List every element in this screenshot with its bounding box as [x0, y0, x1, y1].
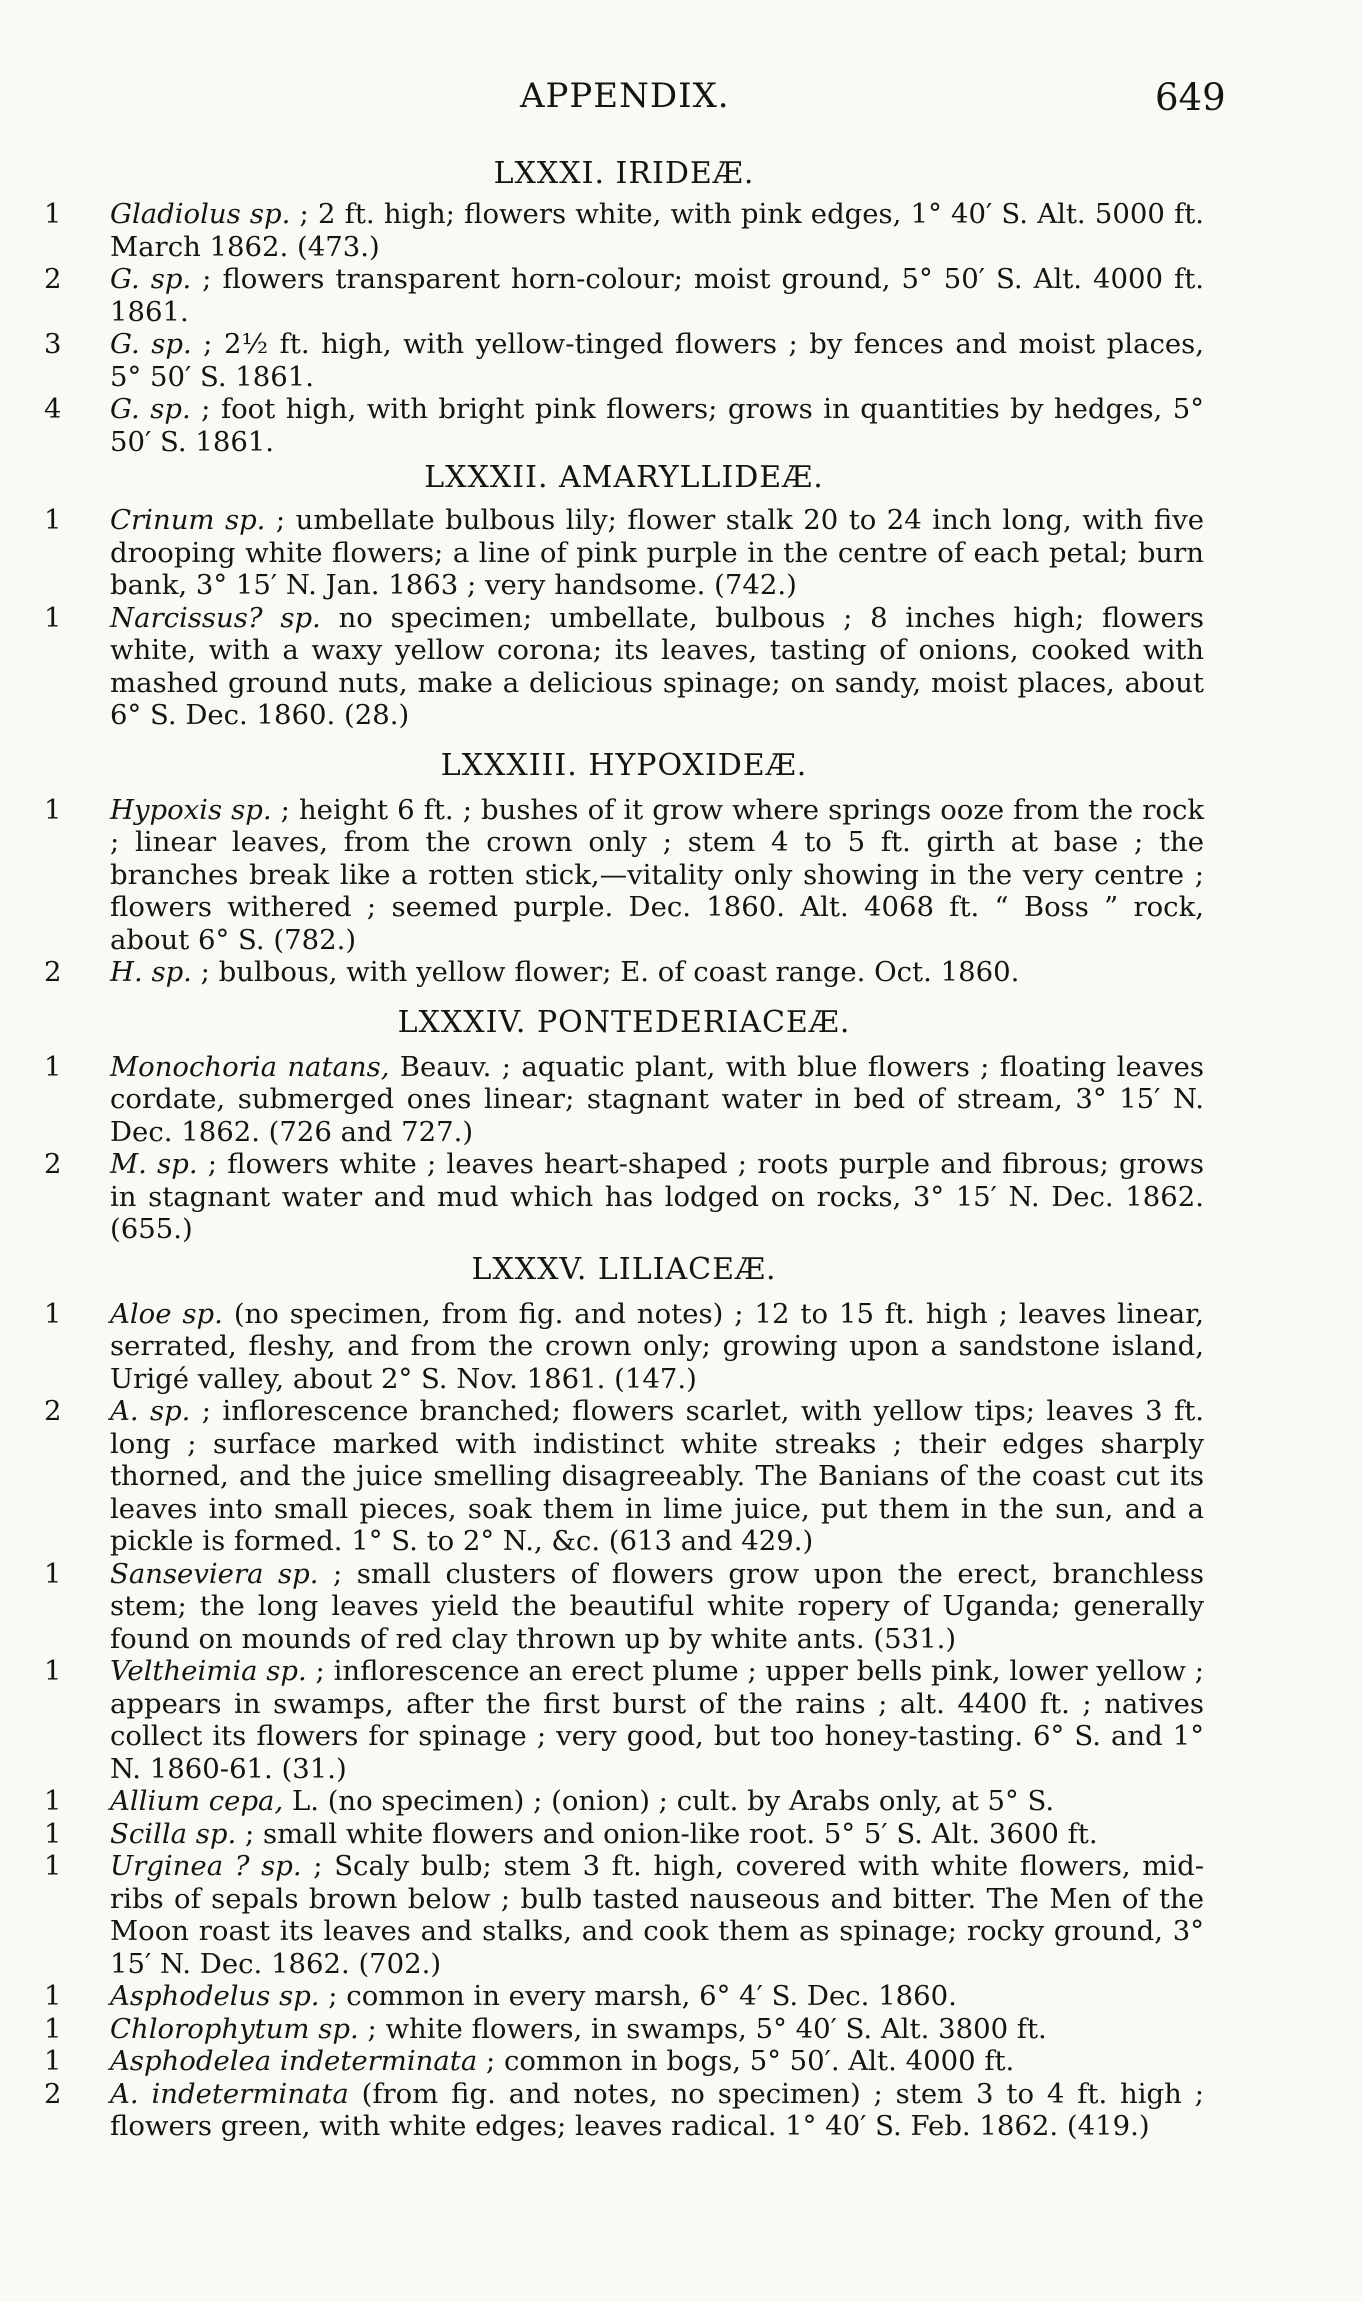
species-description: L. (no specimen) ; (onion) ; cult. by Arabs only, at 5° S.: [283, 1785, 1055, 1817]
entry-number: 1: [44, 1817, 62, 1850]
entry-text: [110, 263, 1213, 328]
species-entry: [44, 393, 1213, 458]
entry-number: 2: [44, 1148, 62, 1180]
species-name: Sanseviera sp.: [110, 1557, 319, 1590]
species-description: ; small white flowers and onion-like root. 5° 5′ S. Alt. 3600 ft.: [236, 1817, 1098, 1850]
entry-number: 3: [44, 328, 62, 360]
species-description: ; bulbous, with yellow flower; E. of coast range. Oct. 1860.: [191, 956, 1020, 988]
species-description: Beauv. ; aquatic plant, with blue flowers ; floating leaves cordate, submerged ones linear; stagnant water in bed of stream, 3° 15′ N. Dec. 1862. (726 and 727.): [110, 1050, 1213, 1148]
section-heading: LXXXII. AMARYLLIDEÆ.: [424, 460, 824, 495]
species-name: G. sp.: [110, 328, 192, 360]
species-description: ; 2 ft. high; flowers white, with pink edges, 1° 40′ S. Alt. 5000 ft. March 1862. (473.): [110, 198, 1213, 263]
species-name: A. indeterminata: [110, 2077, 349, 2110]
entry-text: [110, 1818, 1204, 1851]
species-name: Asphodelus sp.: [110, 1980, 320, 2012]
species-description: ; Scaly bulb; stem 3 ft. high, covered with white flowers, mid-ribs of sepals brown below ; bulb tasted nauseous and bitter. The Men of the Moon roast its leaves and stalks, and cook them as spinage; rocky ground, 3° 15′ N. Dec. 1862. (702.): [110, 1850, 1213, 1980]
entry-number: 1: [44, 1050, 62, 1083]
section-heading: LXXXIII. HYPOXIDEÆ.: [440, 747, 808, 783]
species-entry: [44, 2045, 1204, 2078]
running-head: [0, 76, 1363, 120]
species-description: no specimen; umbellate, bulbous ; 8 inches high; flowers white, with a waxy yellow corona; its leaves, tasting of onions, cooked with mashed ground nuts, make a delicious spinage; on sandy, moist places, about 6° S. Dec. 1860. (28.): [110, 601, 1213, 731]
species-entry: [44, 1818, 1204, 1851]
entry-text: [110, 1297, 1213, 1396]
species-name: Veltheimia sp.: [110, 1655, 307, 1687]
entry-number: 2: [44, 2077, 62, 2110]
species-description: ; foot high, with bright pink flowers; grows in quantities by hedges, 5° 50′ S. 1861.: [110, 393, 1213, 458]
species-name: G. sp.: [110, 263, 192, 295]
species-name: H. sp.: [110, 956, 192, 988]
entry-number: 1: [44, 1785, 62, 1817]
section-heading: LXXXV. LILIACEÆ.: [471, 1251, 777, 1287]
species-entry: [44, 1395, 1213, 1558]
entry-text: [110, 2045, 1204, 2078]
species-entry: [44, 1050, 1213, 1149]
species-entry: [44, 1297, 1213, 1396]
entry-number: 1: [44, 1850, 62, 1882]
species-entry: [44, 263, 1213, 328]
entry-text: [110, 793, 1213, 957]
species-description: ; flowers transparent horn-colour; moist ground, 5° 50′ S. Alt. 4000 ft. 1861.: [110, 263, 1213, 328]
species-entry: [44, 956, 1204, 989]
species-name: Hypoxis sp.: [110, 793, 272, 826]
species-name: Allium cepa,: [110, 1785, 284, 1817]
species-entry: [44, 504, 1213, 602]
entry-text: [110, 1655, 1213, 1785]
species-entry: [44, 2013, 1204, 2046]
species-name: Gladiolus sp.: [110, 198, 291, 230]
entry-number: 1: [44, 504, 62, 536]
entry-text: [110, 2077, 1213, 2143]
entry-number: 1: [44, 1297, 62, 1330]
entry-text: [110, 1785, 1204, 1818]
species-entry: [44, 1148, 1213, 1246]
entry-text: [110, 956, 1204, 989]
species-description: ; small clusters of flowers grow upon the erect, branchless stem; the long leaves yield the beautiful white ropery of Uganda; generally found on mounds of red clay thrown up by white ants. (531.): [110, 1557, 1213, 1655]
running-head-title: APPENDIX.: [520, 76, 730, 116]
species-entry: [44, 2077, 1213, 2143]
species-name: Chlorophytum sp.: [110, 2012, 359, 2045]
entry-number: 1: [44, 2045, 62, 2077]
entry-text: [110, 1148, 1213, 1246]
entry-text: [110, 198, 1213, 263]
entry-text: [110, 601, 1213, 732]
section-heading: LXXXI. IRIDEÆ.: [493, 156, 755, 191]
entry-number: 1: [44, 793, 62, 826]
entry-text: [110, 1395, 1213, 1558]
species-entry: [44, 1655, 1213, 1785]
species-name: Crinum sp.: [110, 504, 266, 536]
species-description: (from fig. and notes, no specimen) ; stem 3 to 4 ft. high ; flowers green, with white edges; leaves radical. 1° 40′ S. Feb. 1862. (419.): [110, 2077, 1213, 2142]
page-body: [44, 156, 1213, 2143]
species-name: Narcissus? sp.: [110, 601, 321, 634]
entry-number: 1: [44, 198, 62, 230]
species-entry: [44, 1980, 1204, 2013]
species-name: Urginea ? sp.: [110, 1850, 302, 1882]
entry-text: [110, 1850, 1213, 1980]
section-heading: LXXXIV. PONTEDERIACEÆ.: [397, 1004, 851, 1040]
entry-text: [110, 1050, 1213, 1149]
species-description: ; umbellate bulbous lily; flower stalk 20 to 24 inch long, with five drooping white flowers; a line of pink purple in the centre of each petal; burn bank, 3° 15′ N. Jan. 1863 ; very handsome. (742.): [110, 504, 1213, 601]
entry-number: 2: [44, 263, 62, 295]
entry-text: [110, 1557, 1213, 1656]
species-name: Aloe sp.: [110, 1297, 223, 1330]
entry-text: [110, 1980, 1204, 2013]
species-entry: [44, 1557, 1213, 1656]
entry-text: [110, 2013, 1204, 2046]
species-name: A. sp.: [110, 1395, 191, 1427]
entry-text: [110, 393, 1213, 458]
species-description: (no specimen, from fig. and notes) ; 12 to 15 ft. high ; leaves linear, serrated, fleshy, and from the crown only; growing upon a sandstone island, Urigé valley, about 2° S. Nov. 1861. (147.): [110, 1297, 1213, 1395]
entry-number: 1: [44, 1557, 62, 1590]
page-number: 649: [1155, 76, 1226, 119]
species-description: ; common in every marsh, 6° 4′ S. Dec. 1860.: [319, 1980, 957, 2012]
species-description: ; flowers white ; leaves heart-shaped ; roots purple and fibrous; grows in stagnant water and mud which has lodged on rocks, 3° 15′ N. Dec. 1862. (655.): [110, 1148, 1213, 1245]
entry-number: 2: [44, 1395, 62, 1427]
species-entry: [44, 1850, 1213, 1980]
species-description: ; 2½ ft. high, with yellow-tinged flowers ; by fences and moist places, 5° 50′ S. 1861.: [110, 328, 1213, 393]
species-description: ; inflorescence branched; flowers scarlet, with yellow tips; leaves 3 ft. long ; surface marked with indistinct white streaks ; their edges sharply thorned, and the juice smelling disagreeably. The Banians of the coast cut its leaves into small pieces, soak them in lime juice, put them in the sun, and a pickle is formed. 1° S. to 2° N., &c. (613 and 429.): [110, 1395, 1213, 1557]
species-name: Asphodelea indeterminata: [110, 2045, 478, 2077]
species-entry: [44, 793, 1213, 957]
species-name: Scilla sp.: [110, 1817, 237, 1850]
species-name: Monochoria natans,: [110, 1050, 390, 1083]
species-description: ; height 6 ft. ; bushes of it grow where springs ooze from the rock ; linear leaves, from the crown only ; stem 4 to 5 ft. girth at base ; the branches break like a rotten stick,—vitality only showing in the very centre ; flowers withered ; seemed purple. Dec. 1860. Alt. 4068 ft. “ Boss ” rock, about 6° S. (782.): [110, 793, 1213, 956]
species-description: ; inflorescence an erect plume ; upper bells pink, lower yellow ; appears in swamps, after the first burst of the rains ; alt. 4400 ft. ; natives collect its flowers for spinage ; very good, but too honey-tasting. 6° S. and 1° N. 1860-61. (31.): [110, 1655, 1213, 1785]
entry-number: 1: [44, 1655, 62, 1687]
entry-number: 1: [44, 1980, 62, 2012]
entry-number: 4: [44, 393, 62, 425]
species-entry: [44, 328, 1213, 393]
entry-number: 1: [44, 2012, 62, 2045]
species-description: ; white flowers, in swamps, 5° 40′ S. Alt. 3800 ft.: [358, 2012, 1047, 2045]
entry-number: 2: [44, 956, 62, 988]
entry-number: 1: [44, 601, 62, 634]
species-entry: [44, 601, 1213, 732]
species-name: G. sp.: [110, 393, 191, 425]
species-entry: [44, 1785, 1204, 1818]
entry-text: [110, 504, 1213, 602]
species-name: M. sp.: [110, 1148, 198, 1180]
entry-text: [110, 328, 1213, 393]
species-entry: [44, 198, 1213, 263]
species-description: ; common in bogs, 5° 50′. Alt. 4000 ft.: [477, 2045, 1015, 2077]
